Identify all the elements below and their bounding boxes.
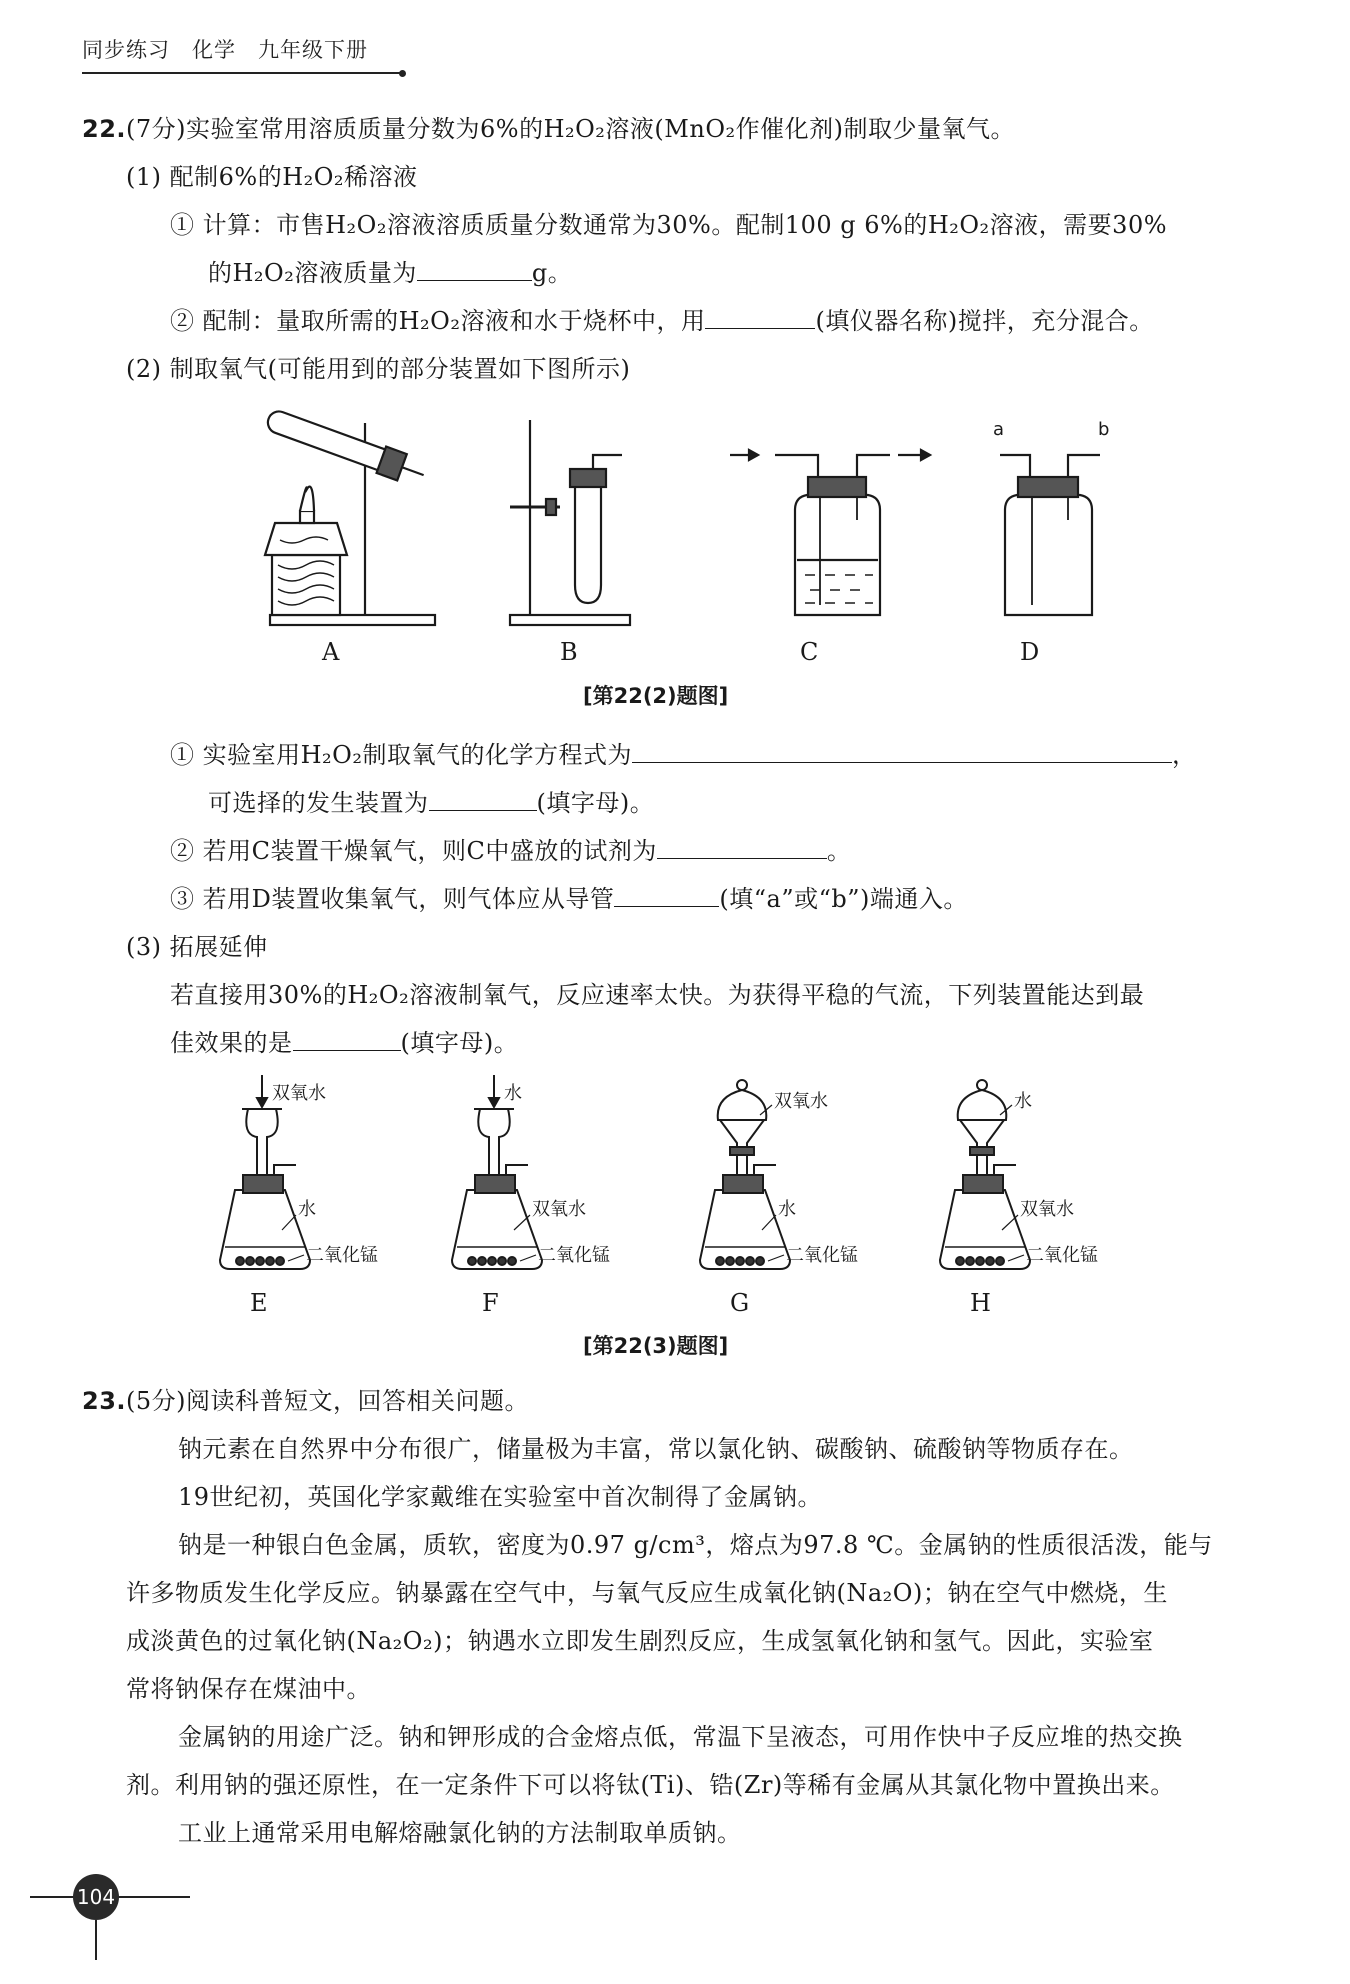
label-e: E <box>250 1289 268 1317</box>
label-a: A <box>322 638 340 666</box>
answer-blank-mass[interactable] <box>417 256 532 281</box>
answer-blank-best-device[interactable] <box>293 1026 401 1051</box>
q23-para3-line2: 许多物质发生化学反应。钠暴露在空气中，与氧气反应生成氧化钠(Na₂O)；钠在空气中燃烧，生 <box>126 1579 1168 1607</box>
q22-part1-b: ② 配制：量取所需的H₂O₂溶液和水于烧杯中，用 (填仪器名称)搅拌，充分混合。 <box>170 304 1154 338</box>
figure-apparatus-abcd <box>230 405 1130 670</box>
q23-para4-line1: 金属钠的用途广泛。钠和钾形成的合金熔点低，常温下呈液态，可用作快中子反应堆的热交换 <box>178 1723 1183 1751</box>
q23-para5: 工业上通常采用电解熔融氯化钠的方法制取单质钠。 <box>178 1819 742 1847</box>
label-g: G <box>730 1289 750 1317</box>
answer-blank-instrument[interactable] <box>705 304 815 329</box>
q23-para3-line4: 常将钠保存在煤油中。 <box>126 1675 371 1703</box>
label-f-mid: 双氧水 <box>532 1199 586 1220</box>
label-g-bottom: 二氧化锰 <box>786 1245 858 1266</box>
q23-para3-line3: 成淡黄色的过氧化钠(Na₂O₂)；钠遇水立即发生剧烈反应，生成氢氧化钠和氢气。因此，实验室 <box>126 1627 1154 1655</box>
label-h: H <box>970 1289 991 1317</box>
apparatus-b <box>510 420 630 625</box>
label-h-top: 水 <box>1014 1091 1032 1112</box>
answer-blank-reagent[interactable] <box>657 834 827 859</box>
label-e-mid: 水 <box>298 1199 316 1220</box>
figure-caption-22-2: [第22(2)题图] <box>583 684 729 708</box>
answer-blank-generator[interactable] <box>429 786 537 811</box>
q22-part3-line1: 若直接用30%的H₂O₂溶液制氧气，反应速率太快。为获得平稳的气流，下列装置能达到最 <box>170 981 1145 1009</box>
apparatus-a <box>264 406 435 625</box>
q23-para4-line2: 剂。利用钠的强还原性，在一定条件下可以将钛(Ti)、锆(Zr)等稀有金属从其氯化物中置换出来。 <box>126 1771 1175 1799</box>
footer-tick <box>95 1920 97 1960</box>
label-e-top: 双氧水 <box>272 1083 326 1104</box>
label-h-bottom: 二氧化锰 <box>1026 1245 1098 1266</box>
q22-part2-a-line1: ① 实验室用H₂O₂制取氧气的化学方程式为 ， <box>170 738 1196 772</box>
label-f: F <box>482 1289 499 1317</box>
q23-para2: 19世纪初，英国化学家戴维在实验室中首次制得了金属钠。 <box>178 1483 823 1511</box>
q22-part2-c: ③ 若用D装置收集氧气，则气体应从导管 (填“a”或“b”)端通入。 <box>170 882 968 916</box>
q22-part3-line2: 佳效果的是 (填字母)。 <box>170 1026 518 1060</box>
apparatus-d <box>1000 455 1100 615</box>
q23-intro: 23.(5分)阅读科普短文，回答相关问题。 <box>82 1387 530 1415</box>
answer-blank-equation[interactable] <box>632 738 1172 763</box>
label-b: B <box>560 638 578 666</box>
label-g-mid: 水 <box>778 1199 796 1220</box>
q22-part1-a-line2: 的H₂O₂溶液质量为 g。 <box>208 256 572 290</box>
apparatus-c <box>730 450 930 615</box>
figure-caption-22-3: [第22(3)题图] <box>583 1334 729 1358</box>
label-d: D <box>1020 638 1040 666</box>
label-f-top: 水 <box>504 1083 522 1104</box>
running-header: 同步练习 化学 九年级下册 <box>82 34 400 74</box>
label-c: C <box>800 638 819 666</box>
q23-para1: 钠元素在自然界中分布很广，储量极为丰富，常以氯化钠、碳酸钠、硫酸钠等物质存在。 <box>178 1435 1134 1463</box>
q22-number: 22. <box>82 115 127 143</box>
q23-number: 23. <box>82 1387 127 1415</box>
page-number: 104 <box>73 1874 119 1920</box>
label-g-top: 双氧水 <box>774 1091 828 1112</box>
port-a-label: a <box>993 419 1005 440</box>
q22-part2-b: ② 若用C装置干燥氧气，则C中盛放的试剂为 。 <box>170 834 851 868</box>
answer-blank-inlet[interactable] <box>614 882 719 907</box>
port-b-label: b <box>1098 419 1110 440</box>
q22-part1-a-line1: ① 计算：市售H₂O₂溶液溶质质量分数通常为30%。配制100 g 6%的H₂O₂溶液，需要30% <box>170 211 1168 239</box>
q22-part2-a-line2: 可选择的发生装置为 (填字母)。 <box>208 786 654 820</box>
q22-part3-title: (3) 拓展延伸 <box>126 933 268 961</box>
q22-part2-title: (2) 制取氧气(可能用到的部分装置如下图所示) <box>126 355 631 383</box>
q22-intro: 22.(7分)实验室常用溶质质量分数为6%的H₂O₂溶液(MnO₂作催化剂)制取少量氧气。 <box>82 115 1015 143</box>
q23-para3-line1: 钠是一种银白色金属，质软，密度为0.97 g/cm³，熔点为97.8 ℃。金属钠的性质很活泼，能与 <box>178 1531 1213 1559</box>
label-f-bottom: 二氧化锰 <box>538 1245 610 1266</box>
figure-apparatus-efgh <box>200 1075 1160 1320</box>
q22-part1-title: (1) 配制6%的H₂O₂稀溶液 <box>126 163 418 191</box>
apparatus-e <box>220 1075 310 1269</box>
apparatus-f <box>452 1075 542 1269</box>
label-h-mid: 双氧水 <box>1020 1199 1074 1220</box>
label-e-bottom: 二氧化锰 <box>306 1245 378 1266</box>
